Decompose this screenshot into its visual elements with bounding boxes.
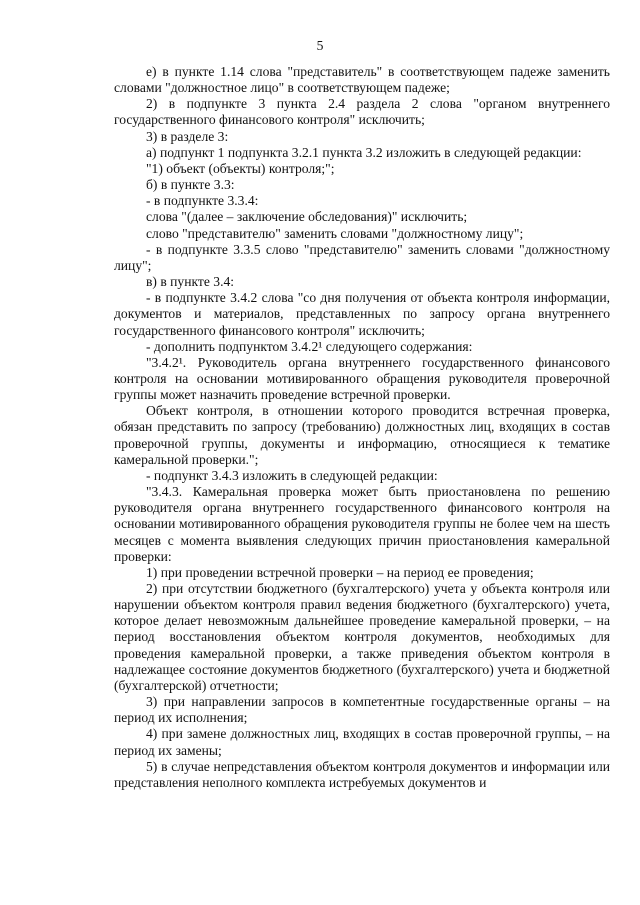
paragraph-dash-3-4-3: - подпункт 3.4.3 изложить в следующей редакции: [146, 467, 438, 483]
paragraph-3-4-3-text: "3.4.3. Камеральная проверка может быть приостановлена по решению руководителя органа внутреннего государственного финансового контроля на основании мотивированного обращения руководителя группы не более чем на шесть месяцев с момента выявления следующих причин приостановления камеральной проверки: [114, 484, 610, 564]
paragraph-dash-3-3-4: - в подпункте 3.3.4: [146, 193, 259, 209]
paragraph-quote-1: "1) объект (объекты) контроля;"; [146, 160, 335, 176]
paragraph-reason-1: 1) при проведении встречной проверки – на период ее проведения; [146, 564, 534, 580]
paragraph-words-excluded: слова "(далее – заключение обследования)" исключить; [146, 209, 468, 225]
paragraph-reason-5: 5) в случае непредставления объектом контроля документов и информации или представления неполного комплекта истребуемых документов и [114, 758, 610, 790]
paragraph-e-item-1-14: е) в пункте 1.14 слова "представитель" в соответствующем падеже заменить словами "должностное лицо" в соответствующем падеже; [114, 64, 610, 96]
document-body [114, 64, 610, 791]
paragraph-dash-3-3-5: - в подпункте 3.3.5 слово "представителю" заменить словами "должностному лицу"; [114, 241, 610, 273]
paragraph-item-3: 3) в разделе 3: [146, 128, 229, 144]
paragraph-item-2: 2) в подпункте 3 пункта 2.4 раздела 2 слова "органом внутреннего государственного финансового контроля" исключить; [114, 96, 610, 128]
page-number: 5 [316, 38, 324, 53]
paragraph-b: б) в пункте 3.3: [146, 177, 235, 193]
paragraph-reason-2: 2) при отсутствии бюджетного (бухгалтерского) учета у объекта контроля или нарушении объектом контроля правил ведения бюджетного (бухгалтерского) учета, которое делает невозможным дальнейшее проведение камеральной проверки, – на период восстановления объектом контроля документов, необходимых для проведения камеральной проверки, а также приведения объектом контроля в надлежащее состояние документов бюджетного (бухгалтерского) учета и бюджетной (бухгалтерской) отчетности; [114, 581, 610, 693]
paragraph-reason-3: 3) при направлении запросов в компетентные государственные органы – на период их исполнения; [114, 694, 610, 726]
paragraph-a: а) подпункт 1 подпункта 3.2.1 пункта 3.2 изложить в следующей редакции: [146, 144, 582, 160]
paragraph-3-4-2-1-text: "3.4.2¹. Руководитель органа внутреннего государственного финансового контроля на основании мотивированного обращения руководителя проверочной группы может назначить проведение встречной проверки. [114, 354, 610, 403]
paragraph-word-replaced: слово "представителю" заменить словами "должностному лицу"; [146, 225, 524, 241]
paragraph-control-object: Объект контроля, в отношении которого проводится встречная проверка, обязан представить по запросу (требованию) должностных лиц, входящих в состав проверочной группы, документы и информацию, относящиеся к тематике камеральной проверки."; [114, 403, 610, 467]
paragraph-v: в) в пункте 3.4: [146, 274, 235, 290]
paragraph-dash-add-3-4-2-1: - дополнить подпунктом 3.4.2¹ следующего содержания: [146, 338, 473, 354]
paragraph-reason-4: 4) при замене должностных лиц, входящих в состав проверочной группы, – на период их замены; [114, 726, 610, 758]
paragraph-dash-3-4-2: - в подпункте 3.4.2 слова "со дня получения от объекта контроля информации, документов и материалов, представленных по запросу органа внутреннего государственного финансового контроля" исключить; [114, 290, 610, 338]
